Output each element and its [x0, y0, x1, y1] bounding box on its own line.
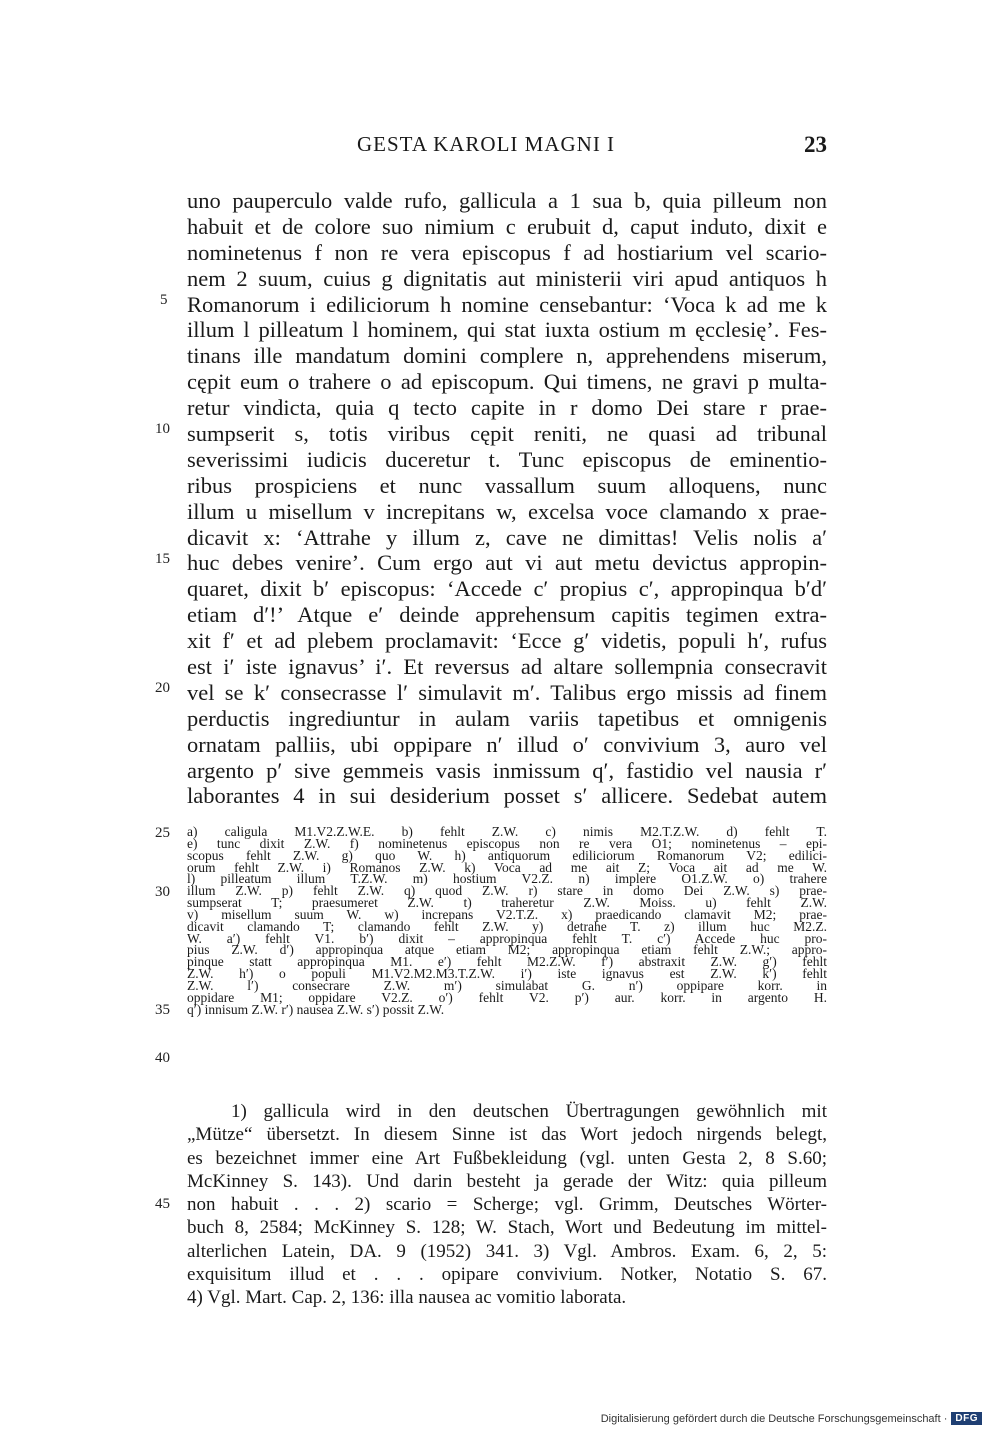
- apparatus-line: sumpserat T; praesumeret Z.W. t) traheretur Z.W. Moiss. u) fehlt Z.W.: [187, 895, 827, 911]
- text-line: argento p′ sive gemmeis vasis inmissum q′, fastidio vel nausia r′: [187, 757, 827, 783]
- credit-text: Digitalisierung gefördert durch die Deutsche Forschungsgemeinschaft ·: [600, 1412, 948, 1425]
- apparatus-line: v) misellum suum W. w) increpans V2.T.Z. x) praedicando clamavit M2; prae-: [187, 906, 827, 922]
- line-number: 25: [155, 825, 170, 841]
- page-number: 23: [804, 132, 827, 157]
- text-line: huc debes venire’. Cum ergo aut vi aut metu devictus appropin-: [187, 550, 827, 576]
- footnote-line: McKinney S. 143). Und darin besteht ja gerade der Witz: quia pilleum: [187, 1170, 827, 1192]
- text-line: severissimi iudicis duceretur t. Tunc episcopus de eminentio-: [187, 446, 827, 472]
- text-line: est i′ iste ignavus’ i′. Et reversus ad altare sollempnia consecravit: [187, 654, 827, 680]
- footnote-line: es bezeichnet immer eine Art Fußbekleidung (vgl. unten Gesta 2, 8 S.60;: [187, 1147, 827, 1169]
- text-line: ornatam palliis, ubi oppipare n′ illud o′ convivium 3, auro vel: [187, 731, 827, 757]
- line-number: 5: [160, 292, 168, 308]
- apparatus-line: Z.W. l′) consecrare Z.W. m′) simulabat G. n′) oppipare korr. in: [187, 977, 827, 993]
- line-number: 15: [155, 551, 170, 567]
- critical-apparatus: [187, 826, 827, 1016]
- line-number: 30: [155, 884, 170, 900]
- footnote-line: 4) Vgl. Mart. Cap. 2, 136: illa nausea ac vomitio laborata.: [187, 1287, 627, 1309]
- apparatus-line: pius Z.W. d′) appropinqua atque etiam M2; appropinqua etiam fehlt Z.W.; appro-: [187, 942, 827, 958]
- text-line: sumpserit s, totis viribus cępit reniti, ne quasi ad tribunal: [187, 421, 827, 447]
- page-header: [187, 132, 827, 162]
- text-line: xit f′ et ad plebem proclamavit: ‘Ecce g′ videtis, populi h′, rufus: [187, 628, 827, 654]
- apparatus-line: scopus fehlt Z.W. g) quo W. h) antiquorum ediliciorum Romanorum V2; edilici-: [187, 847, 827, 863]
- digitization-credit: [601, 1412, 982, 1425]
- text-line: quaret, dixit b′ episcopus: ‘Accede c′ propius c′, appropinqua b′d′: [187, 576, 827, 602]
- footnote-line: exquisitum illud et . . . opipare convivium. Notker, Notatio S. 67.: [187, 1264, 827, 1286]
- apparatus-line: W. a′) fehlt V1. b′) dixit – appropinqua fehlt T. c′) Accede huc pro-: [187, 930, 827, 946]
- text-line: ribus prospiciens et nunc vassallum suum alloquens, nunc: [187, 472, 827, 498]
- text-line: retur vindicta, quia q tecto capite in r domo Dei stare r prae-: [187, 395, 827, 421]
- apparatus-line: oppidare M1; oppidare V2.Z. o′) fehlt V2. p′) aur. korr. in argento H.: [187, 989, 827, 1005]
- line-number: 40: [155, 1050, 170, 1066]
- footnote-line: alterlichen Latein, DA. 9 (1952) 341. 3) Vgl. Ambros. Exam. 6, 2, 5:: [187, 1240, 827, 1262]
- dfg-logo: DFG: [951, 1412, 982, 1425]
- apparatus-line: illum Z.W. p) fehlt Z.W. q) quod Z.W. r) stare in domo Dei Z.W. s) prae-: [187, 883, 827, 899]
- text-line: nominetenus f non re vera episcopus f ad hostiarium vel scario-: [187, 239, 827, 265]
- text-line: vel se k′ consecrasse l′ simulavit m′. Talibus ergo missis ad finem: [187, 679, 827, 705]
- text-line: nem 2 suum, cuius g dignitatis aut ministerii viri apud antiquos h: [187, 265, 827, 291]
- text-line: cępit eum o trahere o ad episcopum. Qui timens, ne gravi p multa-: [187, 369, 827, 395]
- footnote-line: „Mütze“ übersetzt. In diesem Sinne ist das Wort jedoch nirgends belegt,: [187, 1124, 827, 1146]
- line-number: 20: [155, 680, 170, 696]
- text-line: tinans ille mandatum domini complere n, apprehendens miserum,: [187, 343, 827, 369]
- line-number: 45: [155, 1196, 170, 1212]
- text-line: uno pauperculo valde rufo, gallicula a 1 sua b, quia pilleum non: [187, 188, 827, 213]
- text-line: etiam d′!’ Atque e′ deinde apprehensum capitis tegimen extra-: [187, 602, 827, 628]
- line-number: 10: [155, 421, 170, 437]
- running-title: GESTA KAROLI MAGNI I: [357, 132, 616, 156]
- apparatus-line: e) tunc dixit Z.W. f) nominetenus episcopus non re vera O1; nominetenus – epi-: [187, 835, 827, 851]
- footnote-line: 1) gallicula wird in den deutschen Übertragungen gewöhnlich mit: [231, 1101, 827, 1122]
- footnote-line: buch 8, 2584; McKinney S. 128; W. Stach, Wort und Bedeutung im mittel-: [187, 1217, 827, 1239]
- text-line: dicavit x: ‘Attrahe y illum z, cave ne dimittas! Velis nolis a′: [187, 524, 827, 550]
- text-line: illum l pilleatum l hominem, qui stat iuxta ostium m ęcclesię’. Fes-: [187, 317, 827, 343]
- apparatus-line: Z.W. h′) o populi M1.V2.M2.M3.T.Z.W. i′) iste ignavus est Z.W. k′) fehlt: [187, 966, 827, 982]
- apparatus-line: q′) innisum Z.W. r′) nausea Z.W. s′) possit Z.W.: [187, 1001, 445, 1017]
- apparatus-line: l) pilleatum illum T.Z.W. m) hostium V2.Z. n) implere O1.Z.W. o) trahere: [187, 871, 827, 887]
- text-line: laborantes 4 in sui desiderium posset s′ allicere. Sedebat autem: [187, 783, 827, 809]
- apparatus-line: a) caligula M1.V2.Z.W.E. b) fehlt Z.W. c) nimis M2.T.Z.W. d) fehlt T.: [187, 824, 827, 839]
- text-line: illum u misellum v increpitans w, excelsa voce clamando x prae-: [187, 498, 827, 524]
- main-text: [187, 188, 827, 809]
- text-line: perductis ingrediuntur in aulam variis tapetibus et omnigenis: [187, 705, 827, 731]
- text-line: habuit et de colore suo nimium c erubuit d, caput induto, dixit e: [187, 213, 827, 239]
- line-number: 35: [155, 1002, 170, 1018]
- text-line: Romanorum i ediliciorum h nomine censebantur: ‘Voca k ad me k: [187, 291, 827, 317]
- apparatus-line: dicavit clamando T; clamando fehlt Z.W. y) detrahe T. z) illum huc M2.Z.: [187, 918, 827, 934]
- footnote-line: non habuit . . . 2) scario = Scherge; vgl. Grimm, Deutsches Wörter-: [187, 1194, 827, 1216]
- footnotes: [187, 1100, 827, 1310]
- apparatus-line: pinque statt appropinqua M1. e′) fehlt M2.Z.W. f′) abstraxit Z.W. g′) fehlt: [187, 954, 827, 970]
- apparatus-line: orum fehlt Z.W. i) Romanos Z.W. k) Voca ad me ait Z; Voca ait ad me W.: [187, 859, 827, 875]
